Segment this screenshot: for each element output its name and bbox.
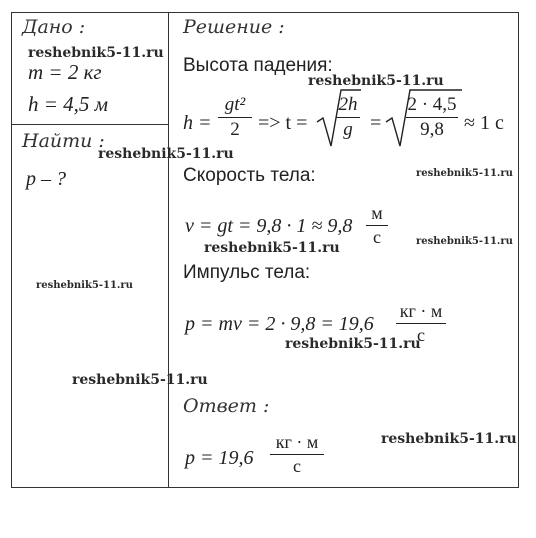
find-heading: Найти : [22, 130, 105, 152]
given-find-divider [11, 124, 169, 125]
answer-heading: Ответ : [183, 395, 270, 417]
answer-unit-num: кг · м [275, 432, 319, 452]
answer-unit-den: с [293, 456, 301, 476]
eq3-expr: p = mv = 2 · 9,8 = 19,6 [185, 313, 374, 335]
eq1-equals: = [370, 112, 382, 134]
watermark-text: reshebnik5-11.ru [416, 236, 513, 247]
fraction-bar [396, 323, 446, 324]
given-heading: Дано : [22, 16, 86, 38]
fraction-bar [406, 117, 458, 118]
sqrt2-den: 9,8 [420, 119, 444, 140]
eq3-unit-den: с [417, 325, 425, 345]
eq1-frac-num: gt² [224, 94, 246, 115]
sqrt2-num: 2 · 4,5 [407, 94, 457, 115]
watermark-text: reshebnik5-11.ru [285, 336, 421, 352]
sqrt1-num: 2h [338, 94, 358, 115]
watermark-text: reshebnik5-11.ru [36, 280, 133, 291]
watermark-text: reshebnik5-11.ru [98, 146, 234, 162]
solution-heading: Решение : [183, 16, 285, 38]
answer-unit [270, 432, 324, 477]
eq2-unit-den: с [373, 227, 381, 247]
answer-expr: p = 19,6 [185, 447, 254, 469]
given-mass: m = 2 кг [28, 60, 102, 84]
eq1-fraction [218, 94, 252, 141]
watermark-text: reshebnik5-11.ru [72, 372, 208, 388]
watermark-text: reshebnik5-11.ru [416, 168, 513, 179]
eq3-unit-num: кг · м [399, 301, 443, 321]
impulse-label: Импульс тела: [183, 262, 311, 283]
column-divider [168, 12, 169, 488]
fraction-bar [218, 117, 252, 118]
watermark-text: reshebnik5-11.ru [28, 45, 164, 61]
eq1-lhs: h = [183, 112, 212, 134]
fraction-bar [366, 225, 388, 226]
speed-label: Скорость тела: [183, 165, 316, 186]
given-height: h = 4,5 м [28, 92, 109, 116]
watermark-text: reshebnik5-11.ru [381, 431, 517, 447]
eq2-unit-num: м [371, 203, 383, 223]
eq2-unit [366, 203, 388, 248]
watermark-text: reshebnik5-11.ru [204, 240, 340, 256]
fraction-bar [270, 454, 324, 455]
eq1-implies: => t = [258, 112, 308, 134]
eq1-sqrt1-fraction [336, 94, 360, 141]
fraction-bar [336, 117, 360, 118]
sqrt1-den: g [343, 119, 353, 140]
eq1-frac-den: 2 [230, 119, 240, 140]
eq1-sqrt2-fraction [406, 94, 458, 141]
eq2-expr: v = gt = 9,8 · 1 ≈ 9,8 [185, 215, 353, 237]
watermark-text: reshebnik5-11.ru [308, 73, 444, 89]
eq1-result: ≈ 1 с [464, 112, 504, 134]
fall-height-label: Высота падения: [183, 55, 333, 76]
find-item: p – ? [26, 168, 66, 190]
